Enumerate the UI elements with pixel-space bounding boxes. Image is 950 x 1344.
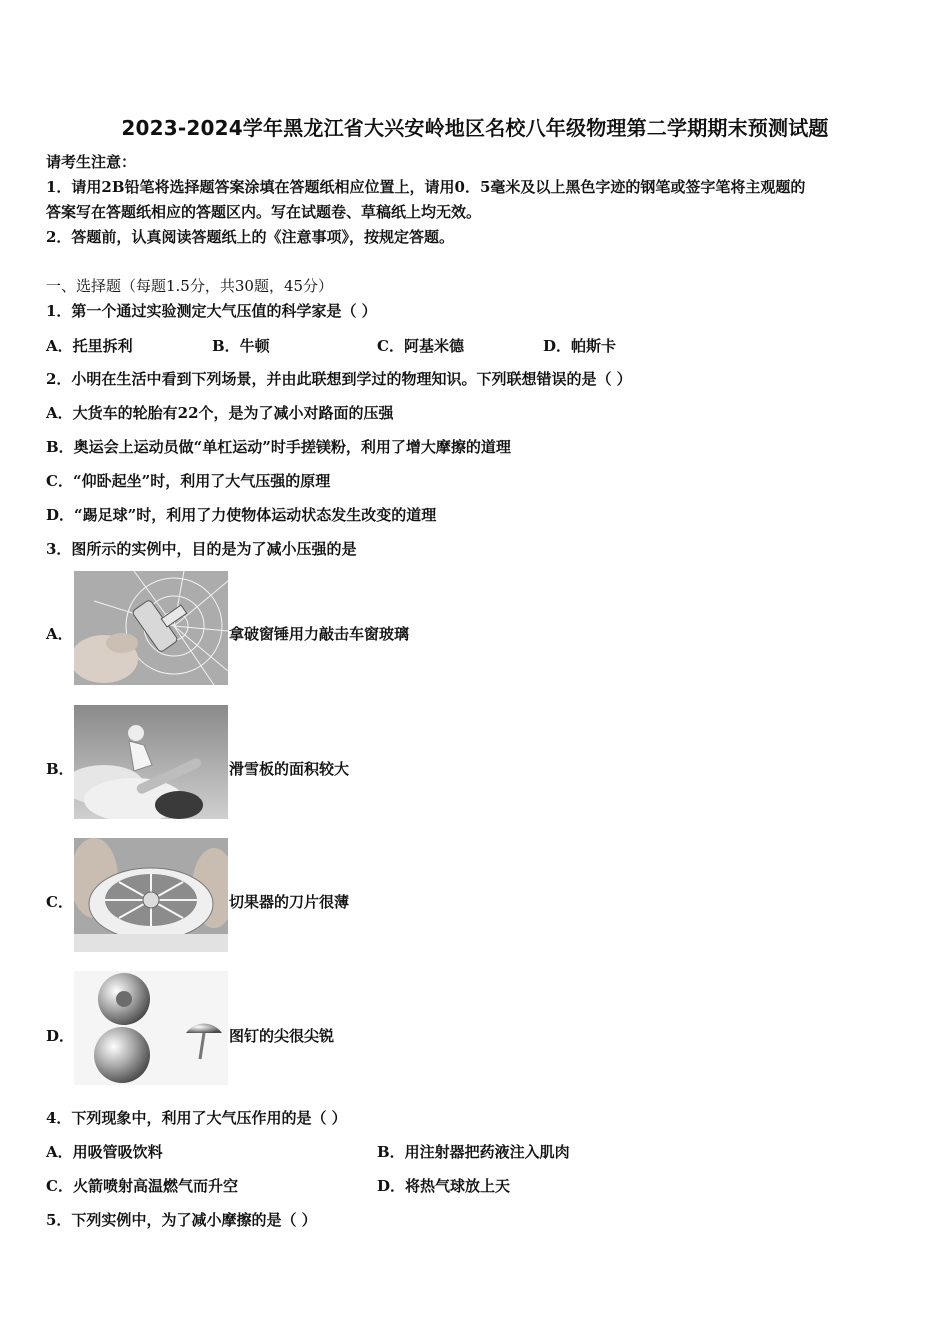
page-title: 2023-2024学年黑龙江省大兴安岭地区名校八年级物理第二学期期末预测试题 [121,116,829,140]
thumbtack-photo-icon [74,971,228,1085]
q3-option-c-letter: C． [46,893,73,911]
notice-item-1: 1．请用2B铅笔将选择题答案涂填在答题纸相应位置上，请用0．5毫米及以上黑色字迹的钢笔或签字笔将主观题的 [46,178,806,196]
q2-option-c: C．“仰卧起坐”时，利用了大气压强的原理 [46,472,331,490]
q3-option-a-letter: A． [46,625,73,643]
q2-option-a: A．大货车的轮胎有22个，是为了减小对路面的压强 [46,404,394,422]
q4-stem: 4．下列现象中，利用了大气压作用的是（ ） [46,1109,347,1127]
q3-option-b-caption: 滑雪板的面积较大 [229,760,350,778]
fruit-cutter-photo-icon [74,838,228,952]
notice-heading: 请考生注意： [46,153,137,171]
q3-stem: 3．图所示的实例中，目的是为了减小压强的是 [46,540,357,558]
notice-item-2: 2．答题前，认真阅读答题纸上的《注意事项》，按规定答题。 [46,228,454,246]
q2-stem: 2．小明在生活中看到下列场景，并由此联想到学过的物理知识。下列联想错误的是（ ） [46,370,632,388]
q1-option-b: B．牛顿 [212,337,270,355]
q1-option-d: D．帕斯卡 [543,337,617,355]
q3-option-b-letter: B． [46,760,74,778]
q1-option-a: A．托里拆利 [46,337,133,355]
q3-option-d-caption: 图钉的尖很尖锐 [229,1027,335,1045]
q4-option-c: C．火箭喷射高温燃气而升空 [46,1177,238,1195]
notice-item-1-cont: 答案写在答题纸相应的答题区内。写在试题卷、草稿纸上均无效。 [46,203,482,221]
q3-option-d-letter: D． [46,1027,75,1045]
q3-option-c-caption: 切果器的刀片很薄 [229,893,350,911]
q4-option-b: B．用注射器把药液注入肌肉 [377,1143,570,1161]
q3-option-a-caption: 拿破窗锤用力敲击车窗玻璃 [229,625,410,643]
section-heading: 一、选择题（每题1.5分，共30题，45分） [46,277,334,295]
hammer-glass-photo-icon [74,571,228,685]
q5-stem: 5．下列实例中，为了减小摩擦的是（ ） [46,1211,317,1229]
q4-option-a: A．用吸管吸饮料 [46,1143,163,1161]
snowboard-photo-icon [74,705,228,819]
q2-option-b: B．奥运会上运动员做“单杠运动”时手搓镁粉，利用了增大摩擦的道理 [46,438,511,456]
q4-option-d: D．将热气球放上天 [377,1177,511,1195]
q1-option-c: C．阿基米德 [377,337,464,355]
q2-option-d: D．“踢足球”时，利用了力使物体运动状态发生改变的道理 [46,506,437,524]
q1-stem: 1．第一个通过实验测定大气压值的科学家是（ ） [46,302,377,320]
